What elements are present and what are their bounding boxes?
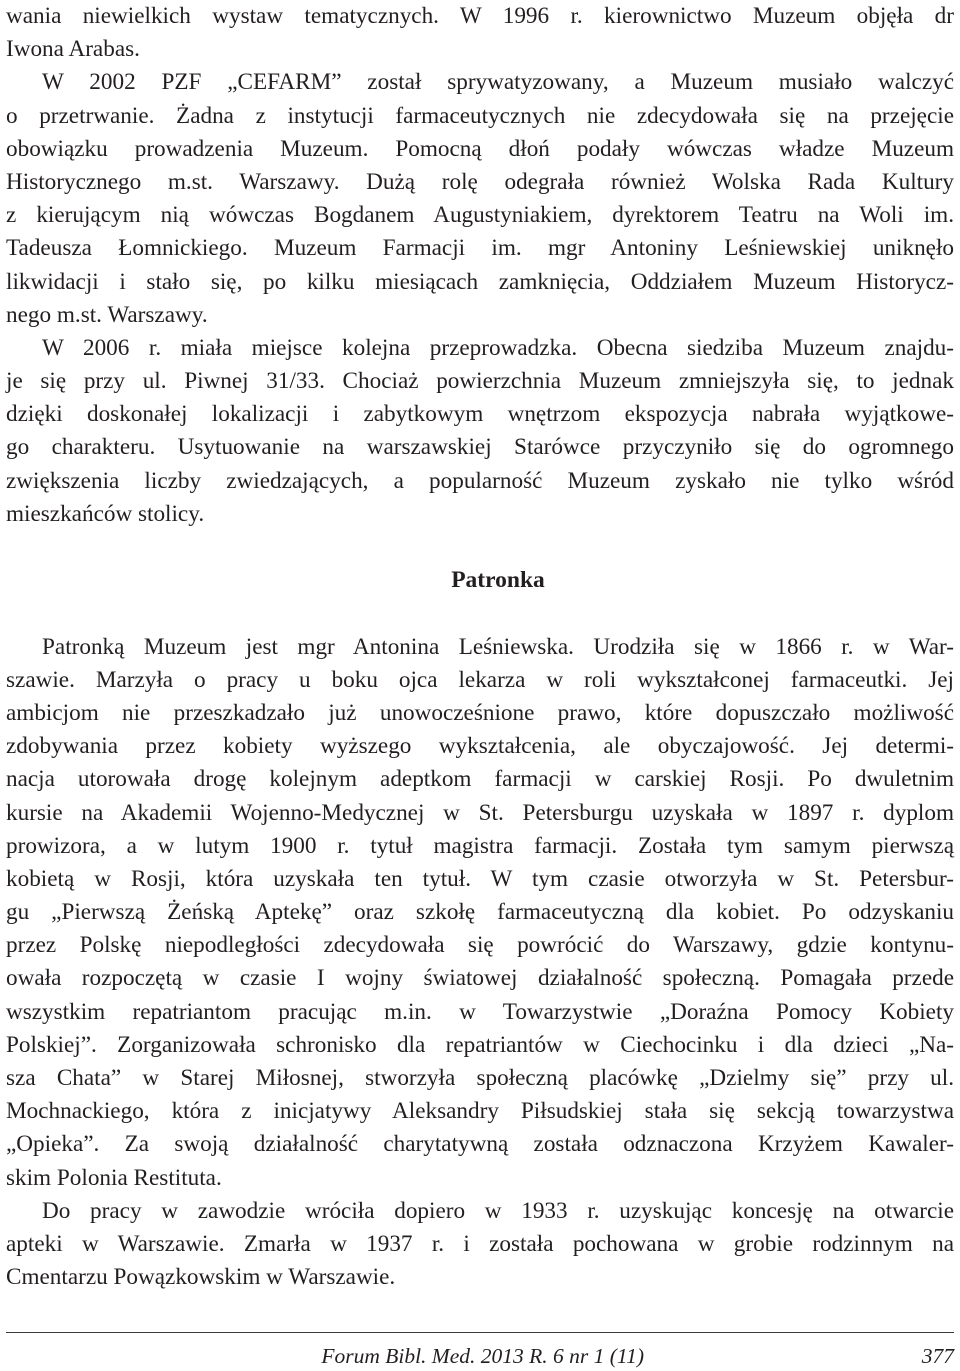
blank-line	[6, 531, 954, 564]
text-line: W 2002 PZF „CEFARM” został sprywatyzowany, a Muzeum musiało walczyć	[42, 69, 954, 96]
text-line: zdobywania przez kobiety wyższego wykształcenia, ale obyczajowość. Jej determi-	[6, 733, 954, 760]
text-line: prowizora, a w lutym 1900 r. tytuł magistra farmacji. Została tym samym pierwszą	[6, 832, 954, 859]
text-line: „Opieka”. Za swoją działalność charytatywną została odznaczona Krzyżem Kawaler-	[6, 1131, 954, 1158]
text-line: o przetrwanie. Żadna z instytucji farmaceutycznych nie zdecydowała się na przejęcie	[6, 102, 954, 129]
text-line: Tadeusza Łomnickiego. Muzeum Farmacji im. mgr Antoniny Leśniewskiej uniknęło	[6, 235, 954, 262]
text-line: wania niewielkich wystaw tematycznych. W 1996 r. kierownictwo Muzeum objęła dr	[6, 3, 954, 29]
text-line: obowiązku prowadzenia Muzeum. Pomocną dłoń podały wówczas władze Muzeum	[6, 135, 954, 162]
page-footer	[6, 1341, 954, 1371]
journal-citation: Forum Bibl. Med. 2013 R. 6 nr 1 (11)	[321, 1344, 644, 1368]
text-line: kobietą w Rosji, która uzyskała ten tytuł. W tym czasie otworzyła w St. Petersbur-	[6, 865, 954, 892]
text-line: szawie. Marzyła o pracy u boku ojca lekarza w roli wykształconej farmaceutki. Jej	[6, 666, 954, 693]
text-line: Iwona Arabas.	[6, 36, 140, 63]
text-line: z kierującym nią wówczas Bogdanem Augustyniakiem, dyrektorem Teatru na Woli im.	[6, 202, 954, 229]
text-line: gu „Pierwszą Żeńską Aptekę” oraz szkołę farmaceutyczną dla kobiet. Po odzyskaniu	[6, 899, 954, 926]
text-line: W 2006 r. miała miejsce kolejna przeprowadzka. Obecna siedziba Muzeum znajdu-	[42, 334, 954, 361]
text-line: apteki w Warszawie. Zmarła w 1937 r. i została pochowana w grobie rodzinnym na	[6, 1230, 954, 1257]
text-line: nego m.st. Warszawy.	[6, 301, 208, 328]
text-line: Mochnackiego, która z inicjatywy Aleksandry Piłsudskiej stała się sekcją towarzystwa	[6, 1098, 954, 1125]
text-line: przez Polskę niepodległości zdecydowała się powrócić do Warszawy, gdzie kontynu-	[6, 932, 954, 959]
text-line: je się przy ul. Piwnej 31/33. Chociaż powierzchnia Muzeum zmniejszyła się, to jednak	[6, 368, 954, 395]
text-line: Patronką Muzeum jest mgr Antonina Leśniewska. Urodziła się w 1866 r. w War-	[42, 633, 954, 660]
text-line: zwiększenia liczby zwiedzających, a popularność Muzeum zyskało nie tylko wśród	[6, 467, 954, 494]
text-line: Historycznego m.st. Warszawy. Dużą rolę odegrała również Wolska Rada Kultury	[6, 168, 954, 195]
text-line: ambicjom nie przeszkadzało już unowocześnione prawo, które dopuszczało możliwość	[6, 699, 954, 726]
text-line: Polskiej”. Zorganizowała schronisko dla repatriantów w Ciechocinku i dla dzieci „Na-	[6, 1031, 954, 1058]
text-line: sza Chata” w Starej Miłosnej, stworzyła społeczną placówkę „Dzielmy się” przy ul.	[6, 1065, 954, 1091]
page-number: 377	[921, 1344, 954, 1368]
text-line: Do pracy w zawodzie wróciła dopiero w 1933 r. uzyskując koncesję na otwarcie	[42, 1197, 954, 1224]
footer-rule	[6, 1332, 954, 1333]
text-line: kursie na Akademii Wojenno-Medycznej w St. Petersburgu uzyskała w 1897 r. dyplom	[6, 799, 954, 826]
text-line: go charakteru. Usytuowanie na warszawskiej Starówce przyczyniło się do ogromnego	[6, 434, 954, 461]
text-line: wszystkim repatriantom pracując m.in. w Towarzystwie „Doraźna Pomocy Kobiety	[6, 998, 954, 1025]
text-line: dzięki doskonałej lokalizacji i zabytkowym wnętrzom ekspozycja nabrała wyjątkowe-	[6, 401, 954, 428]
section-heading: Patronka	[451, 567, 545, 594]
text-line: owała rozpoczętą w czasie I wojny światowej działalność społeczną. Pomagała przede	[6, 965, 954, 992]
text-line: Cmentarzu Powązkowskim w Warszawie.	[6, 1264, 396, 1291]
text-line: likwidacji i stało się, po kilku miesiącach zamknięcia, Oddziałem Muzeum Historycz-	[6, 268, 954, 295]
text-line: mieszkańców stolicy.	[6, 500, 205, 527]
text-line: nacja utorowała drogę kolejnym adeptkom farmacji w carskiej Rosji. Po dwuletnim	[6, 766, 954, 793]
blank-line	[6, 597, 954, 630]
body-text	[6, 0, 954, 1294]
text-line: skim Polonia Restituta.	[6, 1164, 222, 1191]
